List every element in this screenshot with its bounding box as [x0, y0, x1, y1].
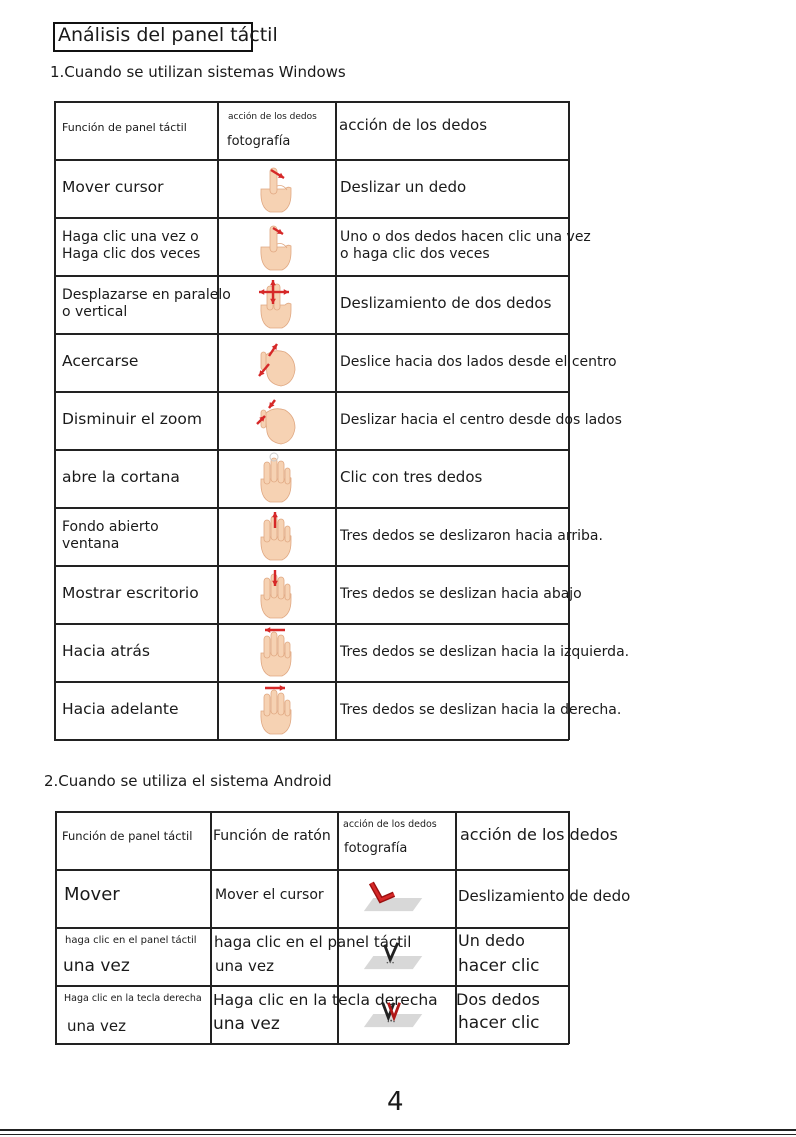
action-label: Dos dedos — [456, 990, 540, 1009]
action-label: o haga clic dos veces — [340, 246, 490, 262]
header-mouse: Función de ratón — [213, 828, 331, 844]
table-rule-vertical — [55, 811, 57, 1044]
table-rule-horizontal — [54, 565, 569, 567]
page-title: Análisis del panel táctil — [58, 24, 278, 46]
header-photo-top: acción de los dedos — [343, 819, 437, 830]
hand-gesture-icon — [251, 510, 301, 562]
function-label: Hacia atrás — [62, 641, 150, 660]
action-label: Deslizar un dedo — [340, 178, 467, 196]
function-label: Haga clic una vez o — [62, 229, 199, 246]
function-label: Mover — [64, 884, 120, 905]
action-label: Un dedo — [458, 931, 525, 950]
header-action: acción de los dedos — [460, 825, 618, 844]
page-number: 4 — [387, 1087, 404, 1117]
hand-gesture-icon — [251, 452, 301, 504]
function-label: Haga clic en la tecla derecha — [64, 993, 202, 1004]
function-label: Acercarse — [62, 351, 139, 370]
table-rule-horizontal — [54, 275, 569, 277]
header-photo-bottom: fotografía — [227, 134, 291, 149]
footer-rule-thin — [0, 1134, 796, 1135]
function-label: una vez — [67, 1017, 126, 1035]
table-rule-vertical — [217, 101, 219, 740]
table-rule-horizontal — [54, 681, 569, 683]
function-label: una vez — [63, 956, 130, 976]
table-rule-horizontal — [54, 159, 569, 161]
function-label: abre la cortana — [62, 467, 180, 486]
mouse-label: una vez — [215, 957, 274, 975]
touchpad-gesture-icon — [362, 880, 426, 916]
hand-gesture-icon — [251, 162, 301, 214]
function-label: haga clic en el panel táctil — [65, 935, 197, 946]
function-label: Disminuir el zoom — [62, 409, 202, 428]
table-rule-horizontal — [55, 811, 569, 813]
touchpad-gesture-icon — [362, 938, 426, 974]
action-label: Clic con tres dedos — [340, 468, 483, 486]
hand-gesture-icon — [251, 568, 301, 620]
hand-gesture-icon — [251, 220, 301, 272]
function-label: o vertical — [62, 304, 128, 320]
table-rule-horizontal — [55, 927, 569, 929]
table-rule-horizontal — [54, 623, 569, 625]
table-rule-vertical — [54, 101, 56, 740]
section1-heading: 1.Cuando se utilizan sistemas Windows — [50, 63, 346, 81]
touchpad-gesture-icon — [362, 996, 426, 1032]
mouse-label: haga clic en el panel táctil — [214, 933, 412, 951]
action-label: Tres dedos se deslizan hacia la izquierda. — [340, 643, 630, 660]
table-rule-horizontal — [54, 217, 569, 219]
header-function: Función de panel táctil — [62, 829, 193, 843]
mouse-label: Mover el cursor — [215, 887, 324, 903]
table-rule-horizontal — [54, 449, 569, 451]
header-photo-bottom: fotografía — [344, 841, 408, 856]
mouse-label: una vez — [213, 1014, 280, 1034]
header-function: Función de panel táctil — [62, 121, 187, 134]
hand-gesture-icon — [251, 394, 301, 446]
footer-rule — [0, 1129, 796, 1131]
action-label: Deslizamiento de dedo — [458, 887, 631, 905]
table-rule-horizontal — [54, 507, 569, 509]
action-label: Tres dedos se deslizan hacia la derecha. — [340, 701, 622, 718]
table-rule-horizontal — [54, 101, 569, 103]
hand-gesture-icon — [251, 278, 301, 330]
action-label: Uno o dos dedos hacen clic una vez — [340, 229, 591, 246]
table-rule-vertical — [335, 101, 337, 740]
action-label: hacer clic — [458, 1013, 540, 1033]
table-rule-vertical — [210, 811, 212, 1044]
hand-gesture-icon — [251, 336, 301, 388]
table-rule-horizontal — [55, 869, 569, 871]
action-label: hacer clic — [458, 956, 540, 976]
table-rule-horizontal — [54, 739, 569, 741]
action-label: Deslizamiento de dos dedos — [340, 294, 552, 312]
mouse-label: Haga clic en la tecla derecha — [213, 991, 438, 1009]
action-label: Tres dedos se deslizaron hacia arriba. — [340, 527, 603, 544]
table-rule-horizontal — [54, 333, 569, 335]
function-label: Mostrar escritorio — [62, 583, 199, 602]
header-photo-top: acción de los dedos — [228, 112, 317, 122]
function-label: Haga clic dos veces — [62, 246, 201, 262]
section2-heading: 2.Cuando se utiliza el sistema Android — [44, 772, 332, 790]
action-label: Deslizar hacia el centro desde dos lados — [340, 411, 622, 428]
header-action: acción de los dedos — [339, 116, 488, 134]
function-label: Hacia adelante — [62, 699, 179, 718]
function-label: ventana — [62, 536, 120, 552]
table-rule-vertical — [568, 811, 570, 1044]
hand-gesture-icon — [251, 684, 301, 736]
table-rule-horizontal — [55, 985, 569, 987]
table-rule-horizontal — [54, 391, 569, 393]
function-label: Fondo abierto — [62, 519, 159, 536]
function-label: Mover cursor — [62, 177, 164, 196]
action-label: Deslice hacia dos lados desde el centro — [340, 353, 617, 370]
hand-gesture-icon — [251, 626, 301, 678]
function-label: Desplazarse en paralelo — [62, 287, 231, 304]
action-label: Tres dedos se deslizan hacia abajo — [340, 585, 582, 602]
table-rule-horizontal — [55, 1043, 569, 1045]
